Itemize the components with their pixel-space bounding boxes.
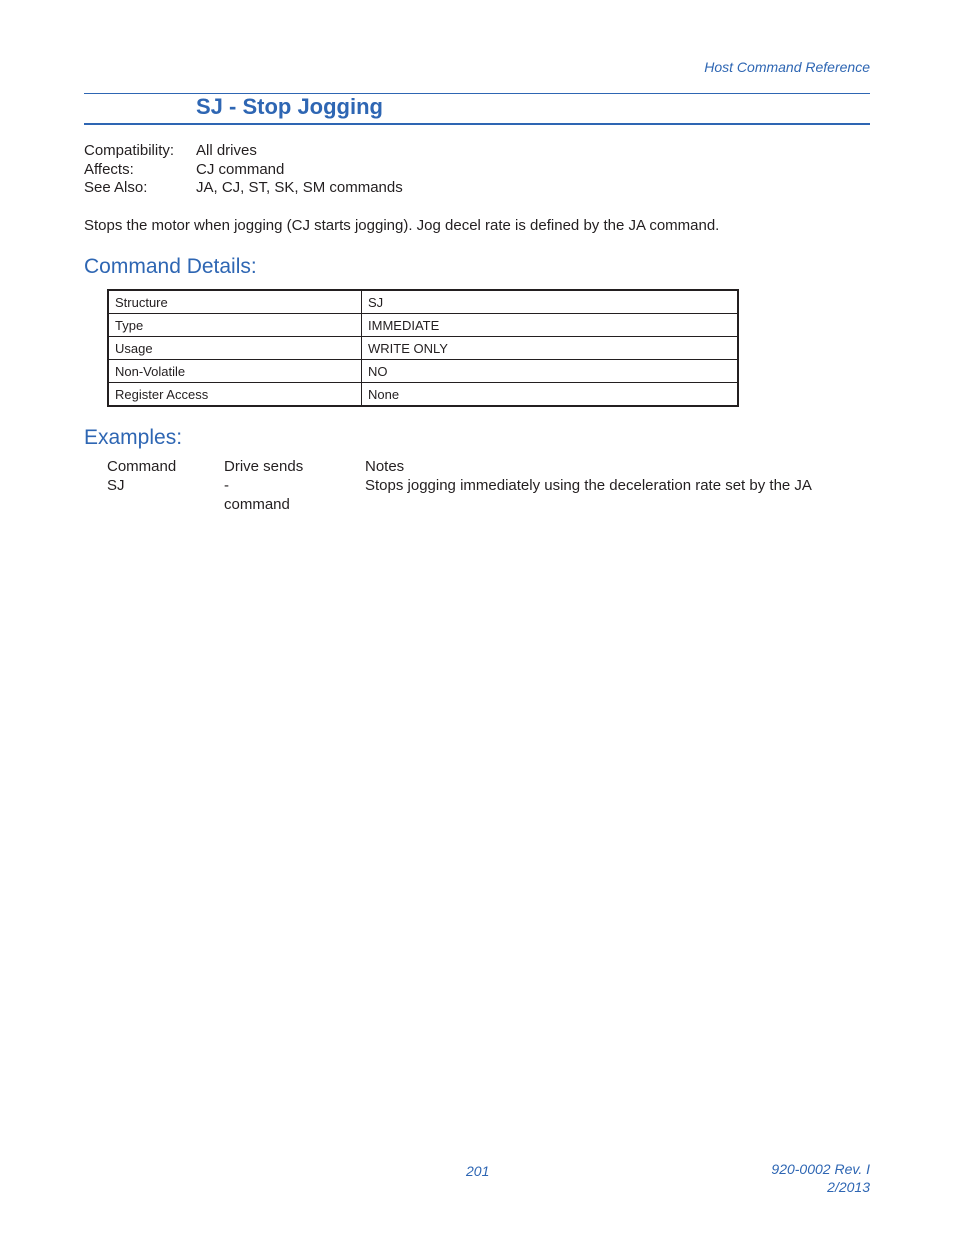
row-label: Usage xyxy=(108,337,362,360)
example-notes: Stops jogging immediately using the deceleration rate set by the JA xyxy=(365,477,812,494)
page-number: 201 xyxy=(466,1163,490,1179)
page-title: SJ - Stop Jogging xyxy=(196,94,383,119)
command-details-table xyxy=(107,289,739,407)
table-row xyxy=(108,360,738,383)
running-header: Host Command Reference xyxy=(704,59,870,75)
row-label: Type xyxy=(108,314,362,337)
meta-value: All drives xyxy=(196,142,257,159)
example-row xyxy=(107,495,845,514)
example-notes xyxy=(365,495,845,514)
document-reference xyxy=(771,1160,870,1196)
doc-date: 2/2013 xyxy=(827,1179,870,1195)
meta-key: Compatibility: xyxy=(84,142,175,159)
meta-row-compatibility xyxy=(84,142,403,161)
meta-value: JA, CJ, ST, SK, SM commands xyxy=(196,179,403,196)
meta-row-see-also xyxy=(84,179,403,198)
row-value: WRITE ONLY xyxy=(362,337,739,360)
row-label: Register Access xyxy=(108,383,362,407)
example-command xyxy=(107,495,224,514)
title-rule-bottom xyxy=(84,123,870,125)
row-label: Non-Volatile xyxy=(108,360,362,383)
examples-heading: Examples: xyxy=(84,426,183,449)
examples-block xyxy=(107,457,845,514)
meta-key: Affects: xyxy=(84,160,134,178)
example-drive-sends: - xyxy=(224,477,229,494)
command-details-heading: Command Details: xyxy=(84,255,257,278)
row-value: NO xyxy=(362,360,739,383)
meta-row-affects xyxy=(84,161,403,180)
table-row xyxy=(108,337,738,360)
description: Stops the motor when jogging (CJ starts jogging). Jog decel rate is defined by the JA command. xyxy=(84,217,720,234)
meta-key: See Also: xyxy=(84,179,148,196)
row-label: Structure xyxy=(108,290,362,314)
example-row xyxy=(107,476,845,495)
table-row xyxy=(108,314,738,337)
table-row xyxy=(108,290,738,314)
column-header-notes: Notes xyxy=(365,458,405,475)
row-value: None xyxy=(362,383,739,407)
example-drive-sends: command xyxy=(224,496,290,513)
compatibility-block xyxy=(84,142,403,198)
table-row xyxy=(108,383,738,407)
meta-value: CJ command xyxy=(196,160,285,178)
row-value: IMMEDIATE xyxy=(362,314,739,337)
row-value: SJ xyxy=(362,290,739,314)
column-header-command: Command xyxy=(107,458,177,475)
column-header-drive-sends: Drive sends xyxy=(224,458,304,475)
doc-number: 920-0002 Rev. I xyxy=(771,1161,870,1177)
example-command: SJ xyxy=(107,477,125,494)
examples-header-row xyxy=(107,457,845,476)
